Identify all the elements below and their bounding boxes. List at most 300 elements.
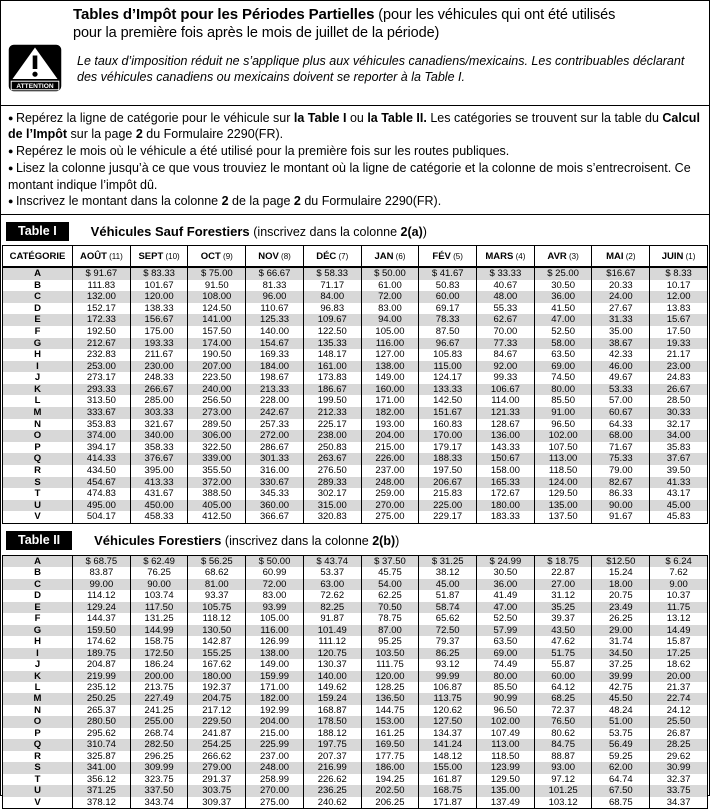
month-name: NOV	[258, 250, 279, 262]
amount-cell: 48.24	[592, 705, 650, 716]
amount-cell: 21.37	[650, 682, 708, 693]
amount-cell: 273.00	[188, 407, 246, 419]
amount-cell: 115.00	[419, 361, 477, 373]
amount-cell: 45.83	[650, 511, 708, 523]
category-cell: M	[3, 693, 73, 704]
amount-cell: 91.50	[188, 280, 246, 292]
amount-cell: 53.75	[592, 728, 650, 739]
amount-cell: 114.12	[73, 590, 131, 601]
amount-cell: 60.00	[419, 291, 477, 303]
amount-cell: 414.33	[73, 453, 131, 465]
amount-cell: 90.00	[130, 579, 188, 590]
category-cell: J	[3, 659, 73, 670]
attention-note: Le taux d’imposition réduit ne s’applique plus aux véhicules canadiens/mexicains. Les contribuables déclarant des véhicules canadiens ou mexicains doivent se reporter à la Table I.	[77, 54, 685, 84]
amount-cell: 225.00	[419, 500, 477, 512]
amount-cell: 106.87	[419, 682, 477, 693]
amount-cell: 136.50	[361, 693, 419, 704]
amount-cell: 250.25	[73, 693, 131, 704]
category-cell: T	[3, 488, 73, 500]
text-segment: )	[395, 534, 400, 548]
amount-cell: 204.00	[246, 716, 304, 727]
amount-cell: 149.62	[303, 682, 361, 693]
amount-cell: 64.12	[534, 682, 592, 693]
category-cell: Q	[3, 453, 73, 465]
amount-cell: 12.00	[650, 291, 708, 303]
table2-caption	[6, 530, 709, 551]
amount-cell: $ 8.33	[650, 267, 708, 280]
amount-cell: 193.00	[361, 419, 419, 431]
amount-cell: 72.50	[419, 625, 477, 636]
section-divider	[1, 214, 709, 215]
table-row	[3, 280, 708, 292]
amount-cell: 102.00	[534, 430, 592, 442]
amount-cell: 27.00	[534, 579, 592, 590]
amount-cell: 325.87	[73, 751, 131, 762]
amount-cell: 405.00	[188, 500, 246, 512]
category-cell: M	[3, 407, 73, 419]
text-segment: (inscrivez dans la colonne	[224, 534, 373, 548]
months-remaining-count: (4)	[513, 251, 526, 261]
amount-cell: 254.25	[188, 739, 246, 750]
amount-cell: 55.87	[534, 659, 592, 670]
text-segment: 2	[293, 194, 301, 209]
table-row	[3, 511, 708, 523]
amount-cell: 62.00	[592, 762, 650, 773]
amount-cell: 90.99	[477, 693, 535, 704]
amount-cell: 64.33	[592, 419, 650, 431]
amount-cell: 22.87	[534, 567, 592, 578]
month-name: MARS	[485, 250, 514, 262]
amount-cell: 454.67	[73, 477, 131, 489]
amount-cell: 303.33	[130, 407, 188, 419]
amount-cell: 229.50	[188, 716, 246, 727]
amount-cell: 169.33	[246, 349, 304, 361]
amount-cell: 72.00	[246, 579, 304, 590]
amount-cell: 47.00	[534, 314, 592, 326]
category-cell: S	[3, 477, 73, 489]
amount-cell: 63.00	[303, 579, 361, 590]
amount-cell: 204.75	[188, 693, 246, 704]
category-cell: E	[3, 314, 73, 326]
amount-cell: 206.25	[361, 797, 419, 809]
amount-cell: $ 31.25	[419, 556, 477, 568]
page-title	[73, 6, 633, 42]
amount-cell: 225.99	[246, 739, 304, 750]
months-remaining-count: (10)	[163, 251, 180, 261]
amount-cell: 59.25	[592, 751, 650, 762]
amount-cell: 26.25	[592, 613, 650, 624]
amount-cell: 80.62	[534, 728, 592, 739]
amount-cell: 118.50	[534, 465, 592, 477]
amount-cell: 96.67	[419, 338, 477, 350]
months-remaining-count: (2)	[623, 251, 636, 261]
amount-cell: 159.50	[73, 625, 131, 636]
amount-cell: 165.33	[477, 477, 535, 489]
amount-cell: 474.83	[73, 488, 131, 500]
amount-cell: 142.50	[419, 395, 477, 407]
amount-cell: 144.99	[130, 625, 188, 636]
amount-cell: 149.00	[246, 659, 304, 670]
amount-cell: 34.00	[650, 430, 708, 442]
amount-cell: 175.00	[130, 326, 188, 338]
amount-cell: 186.00	[361, 762, 419, 773]
category-cell: U	[3, 500, 73, 512]
category-cell: A	[3, 267, 73, 280]
amount-cell: 75.33	[592, 453, 650, 465]
amount-cell: 72.37	[534, 705, 592, 716]
amount-cell: 282.50	[130, 739, 188, 750]
amount-cell: 293.33	[73, 384, 131, 396]
amount-cell: 413.33	[130, 477, 188, 489]
amount-cell: 207.37	[303, 751, 361, 762]
table-row	[3, 636, 708, 647]
amount-cell: $ 68.75	[73, 556, 131, 568]
month-column-header	[419, 246, 477, 267]
table-row	[3, 407, 708, 419]
month-name: SEPT	[138, 250, 164, 262]
amount-cell: 148.12	[419, 751, 477, 762]
amount-cell: 495.00	[73, 500, 131, 512]
amount-cell: 161.25	[361, 728, 419, 739]
amount-cell: 212.33	[303, 407, 361, 419]
amount-cell: 140.00	[246, 326, 304, 338]
text-segment: 2	[135, 127, 143, 142]
amount-cell: 107.49	[477, 728, 535, 739]
months-remaining-count: (9)	[220, 251, 233, 261]
category-cell: O	[3, 430, 73, 442]
amount-cell: 111.75	[361, 659, 419, 670]
text-segment: Véhicules Sauf Forestiers	[90, 224, 254, 240]
amount-cell: 374.00	[73, 430, 131, 442]
amount-cell: $ 50.00	[246, 556, 304, 568]
amount-cell: 109.67	[303, 314, 361, 326]
amount-cell: 124.00	[534, 477, 592, 489]
amount-cell: 77.33	[477, 338, 535, 350]
amount-cell: 227.49	[130, 693, 188, 704]
amount-cell: 253.00	[73, 361, 131, 373]
amount-cell: $ 6.24	[650, 556, 708, 568]
amount-cell: 60.99	[246, 567, 304, 578]
amount-cell: 99.00	[73, 579, 131, 590]
amount-cell: 199.50	[303, 395, 361, 407]
amount-cell: 155.25	[188, 648, 246, 659]
amount-cell: 56.49	[592, 739, 650, 750]
amount-cell: 280.50	[73, 716, 131, 727]
amount-cell: 141.00	[188, 314, 246, 326]
month-column-header	[188, 246, 246, 267]
amount-cell: 42.33	[592, 349, 650, 361]
amount-cell: 101.25	[534, 785, 592, 796]
amount-cell: 265.37	[73, 705, 131, 716]
amount-cell: 172.50	[130, 648, 188, 659]
amount-cell: 285.00	[130, 395, 188, 407]
month-column-header	[361, 246, 419, 267]
amount-cell: 135.00	[477, 785, 535, 796]
category-cell: B	[3, 280, 73, 292]
amount-cell: 113.75	[419, 693, 477, 704]
amount-cell: 232.83	[73, 349, 131, 361]
table1-body	[3, 267, 708, 524]
amount-cell: 31.12	[534, 590, 592, 601]
amount-cell: 69.00	[534, 361, 592, 373]
amount-cell: 118.50	[477, 751, 535, 762]
amount-cell: 250.83	[303, 442, 361, 454]
amount-cell: 134.37	[419, 728, 477, 739]
amount-cell: 129.24	[73, 602, 131, 613]
amount-cell: 123.99	[477, 762, 535, 773]
amount-cell: 129.50	[534, 488, 592, 500]
month-column-header	[246, 246, 304, 267]
amount-cell: 74.49	[477, 659, 535, 670]
amount-cell: 53.33	[592, 384, 650, 396]
table2	[2, 555, 708, 809]
amount-cell: 83.00	[361, 303, 419, 315]
amount-cell: 114.00	[477, 395, 535, 407]
category-cell: E	[3, 602, 73, 613]
amount-cell: 34.50	[592, 648, 650, 659]
table1-header-row	[3, 246, 708, 267]
table-row	[3, 762, 708, 773]
amount-cell: 35.83	[650, 442, 708, 454]
table-row	[3, 314, 708, 326]
amount-cell: 18.62	[650, 659, 708, 670]
amount-cell: 10.37	[650, 590, 708, 601]
amount-cell: 111.12	[303, 636, 361, 647]
category-cell: V	[3, 511, 73, 523]
amount-cell: 55.33	[477, 303, 535, 315]
amount-cell: 171.00	[246, 682, 304, 693]
amount-cell: 240.62	[303, 797, 361, 809]
amount-cell: 84.67	[477, 349, 535, 361]
text-segment: la Table I	[293, 111, 347, 125]
amount-cell: 295.62	[73, 728, 131, 739]
amount-cell: 343.74	[130, 797, 188, 809]
amount-cell: 258.99	[246, 774, 304, 785]
table-row	[3, 453, 708, 465]
amount-cell: 17.50	[650, 326, 708, 338]
table-row	[3, 797, 708, 809]
amount-cell: 41.49	[477, 590, 535, 601]
amount-cell: 204.87	[73, 659, 131, 670]
amount-cell: 219.99	[73, 671, 131, 682]
months-remaining-count: (3)	[566, 251, 579, 261]
category-cell: L	[3, 395, 73, 407]
table-row	[3, 705, 708, 716]
amount-cell: 27.67	[592, 303, 650, 315]
month-name: OCT	[200, 250, 221, 262]
amount-cell: 337.50	[130, 785, 188, 796]
amount-cell: 106.67	[477, 384, 535, 396]
table-row	[3, 659, 708, 670]
amount-cell: 241.87	[188, 728, 246, 739]
amount-cell: 159.24	[303, 693, 361, 704]
amount-cell: 301.33	[246, 453, 304, 465]
amount-cell: 103.50	[361, 648, 419, 659]
amount-cell: 183.33	[477, 511, 535, 523]
amount-cell: 72.00	[361, 291, 419, 303]
amount-cell: 127.50	[419, 716, 477, 727]
amount-cell: 240.00	[188, 384, 246, 396]
table-row	[3, 751, 708, 762]
amount-cell: 47.62	[534, 636, 592, 647]
amount-cell: 248.00	[361, 477, 419, 489]
amount-cell: 323.75	[130, 774, 188, 785]
table-row	[3, 488, 708, 500]
amount-cell: 388.50	[188, 488, 246, 500]
amount-cell: 105.75	[188, 602, 246, 613]
table-row	[3, 671, 708, 682]
text-segment: Repérez le mois où le véhicule a été utilisé pour la première fois sur les routes publiques.	[15, 143, 510, 158]
amount-cell: 360.00	[246, 500, 304, 512]
amount-cell: 129.50	[477, 774, 535, 785]
amount-cell: 17.25	[650, 648, 708, 659]
amount-cell: 137.50	[534, 511, 592, 523]
amount-cell: 458.33	[130, 511, 188, 523]
amount-cell: 211.67	[130, 349, 188, 361]
amount-cell: 316.00	[246, 465, 304, 477]
amount-cell: 237.00	[361, 465, 419, 477]
amount-cell: 43.17	[650, 488, 708, 500]
amount-cell: 101.67	[130, 280, 188, 292]
text-segment: Calcul de l’Impôt	[8, 111, 700, 142]
amount-cell: 87.00	[361, 625, 419, 636]
amount-cell: $12.50	[592, 556, 650, 568]
amount-cell: 36.00	[477, 579, 535, 590]
amount-cell: 91.87	[303, 613, 361, 624]
month-name: MAI	[606, 250, 624, 262]
amount-cell: 74.50	[534, 372, 592, 384]
amount-cell: 20.75	[592, 590, 650, 601]
table-row	[3, 291, 708, 303]
amount-cell: 19.33	[650, 338, 708, 350]
amount-cell: $ 18.75	[534, 556, 592, 568]
amount-cell: 358.33	[130, 442, 188, 454]
amount-cell: 151.67	[419, 407, 477, 419]
category-cell: T	[3, 774, 73, 785]
amount-cell: $ 25.00	[534, 267, 592, 280]
category-cell: K	[3, 384, 73, 396]
amount-cell: $ 66.67	[246, 267, 304, 280]
instruction-item	[8, 144, 705, 160]
amount-cell: 120.00	[130, 291, 188, 303]
amount-cell: 136.00	[477, 430, 535, 442]
text-segment: du Formulaire 2290(FR).	[142, 127, 284, 142]
amount-cell: 103.12	[534, 797, 592, 809]
amount-cell: 117.50	[130, 602, 188, 613]
amount-cell: 192.99	[246, 705, 304, 716]
amount-cell: 188.33	[419, 453, 477, 465]
amount-cell: 91.00	[534, 407, 592, 419]
amount-cell: 333.67	[73, 407, 131, 419]
table-row	[3, 625, 708, 636]
amount-cell: 229.17	[419, 511, 477, 523]
amount-cell: 120.00	[361, 671, 419, 682]
amount-cell: 200.00	[130, 671, 188, 682]
amount-cell: 113.00	[477, 739, 535, 750]
amount-cell: 259.00	[361, 488, 419, 500]
table-row	[3, 716, 708, 727]
amount-cell: 296.25	[130, 751, 188, 762]
amount-cell: 68.75	[592, 797, 650, 809]
amount-cell: 52.50	[477, 613, 535, 624]
amount-cell: 83.87	[73, 567, 131, 578]
category-cell: B	[3, 567, 73, 578]
category-cell: P	[3, 728, 73, 739]
amount-cell: 322.50	[188, 442, 246, 454]
amount-cell: 412.50	[188, 511, 246, 523]
months-remaining-count: (5)	[450, 251, 463, 261]
category-cell: J	[3, 372, 73, 384]
amount-cell: 41.50	[534, 303, 592, 315]
month-name: JUIN	[661, 250, 684, 262]
amount-cell: 13.12	[650, 613, 708, 624]
amount-cell: 302.17	[303, 488, 361, 500]
amount-cell: 230.00	[130, 361, 188, 373]
amount-cell: 152.17	[73, 303, 131, 315]
amount-cell: 58.74	[419, 602, 477, 613]
amount-cell: 49.67	[592, 372, 650, 384]
category-cell: U	[3, 785, 73, 796]
text-segment: du Formulaire 2290(FR).	[300, 194, 442, 209]
amount-cell: 85.50	[477, 682, 535, 693]
amount-cell: 341.00	[73, 762, 131, 773]
amount-cell: 62.25	[361, 590, 419, 601]
amount-cell: 121.33	[477, 407, 535, 419]
table-row	[3, 567, 708, 578]
text-segment: Tables d’Impôt pour les Périodes Partielles	[73, 6, 375, 23]
amount-cell: 330.67	[246, 477, 304, 489]
amount-cell: 303.75	[188, 785, 246, 796]
amount-cell: 241.25	[130, 705, 188, 716]
amount-cell: 321.67	[130, 419, 188, 431]
table1	[2, 245, 708, 524]
amount-cell: 79.00	[592, 465, 650, 477]
amount-cell: 275.00	[246, 797, 304, 809]
attention-icon-wrap	[8, 44, 62, 97]
category-cell: G	[3, 625, 73, 636]
amount-cell: 197.75	[303, 739, 361, 750]
category-cell: D	[3, 590, 73, 601]
amount-cell: 172.33	[73, 314, 131, 326]
amount-cell: 95.25	[361, 636, 419, 647]
amount-cell: 33.75	[650, 785, 708, 796]
amount-cell: $ 56.25	[188, 556, 246, 568]
category-column-header: CATÉGORIE	[3, 246, 73, 267]
amount-cell: 81.00	[188, 579, 246, 590]
amount-cell: 60.00	[534, 671, 592, 682]
table-row	[3, 326, 708, 338]
amount-cell: 91.67	[592, 511, 650, 523]
table-row	[3, 682, 708, 693]
amount-cell: 45.00	[419, 579, 477, 590]
amount-cell: 69.00	[477, 648, 535, 659]
amount-cell: 215.83	[419, 488, 477, 500]
amount-cell: 160.83	[419, 419, 477, 431]
instruction-item	[8, 194, 705, 210]
amount-cell: 14.49	[650, 625, 708, 636]
amount-cell: 202.50	[361, 785, 419, 796]
text-segment: (inscrivez dans la colonne	[253, 225, 401, 240]
amount-cell: 184.00	[246, 361, 304, 373]
amount-cell: 504.17	[73, 511, 131, 523]
amount-cell: 289.33	[303, 477, 361, 489]
amount-cell: 216.99	[303, 762, 361, 773]
amount-cell: 148.17	[303, 349, 361, 361]
table1-title	[91, 224, 427, 239]
amount-cell: 28.50	[650, 395, 708, 407]
amount-cell: 156.67	[130, 314, 188, 326]
amount-cell: $ 83.33	[130, 267, 188, 280]
